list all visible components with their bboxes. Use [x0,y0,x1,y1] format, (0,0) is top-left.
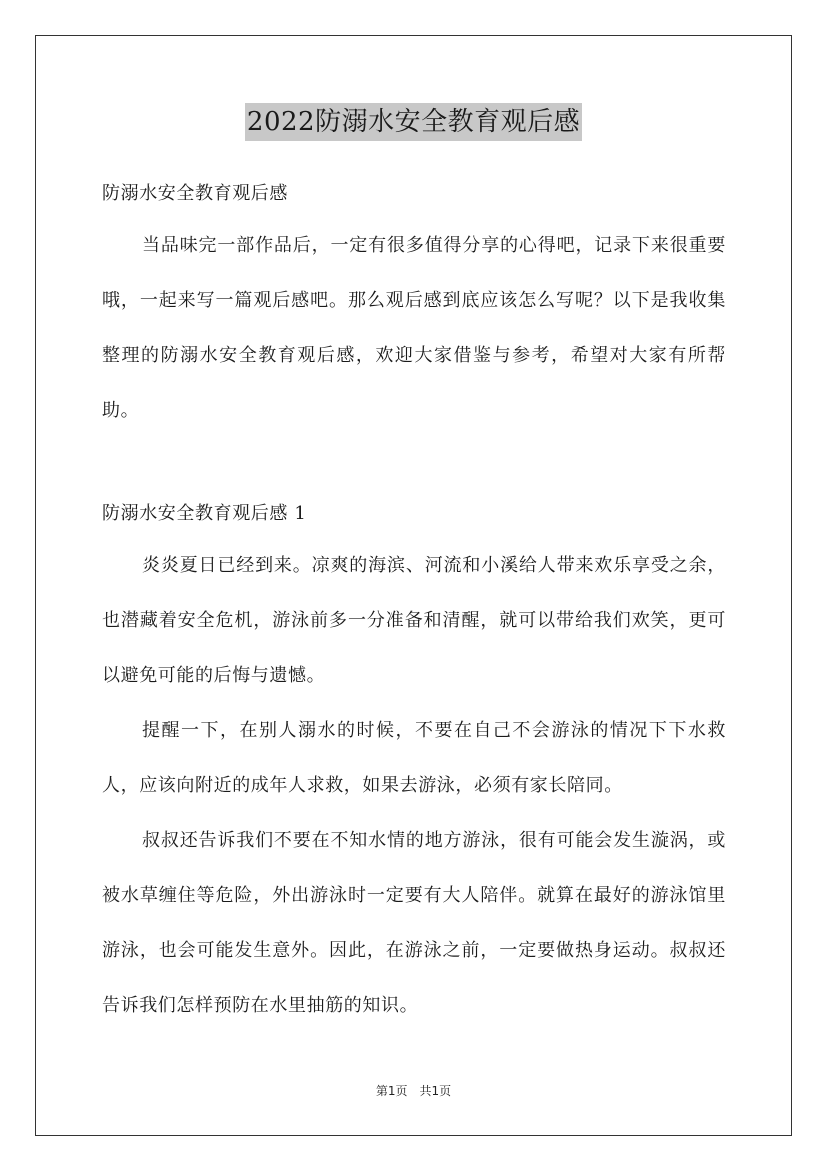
section-paragraph-2: 提醒一下，在别人溺水的时候，不要在自己不会游泳的情况下下水救人，应该向附近的成年人求救，如果去游泳，必须有家长陪同。 [102,720,726,796]
document-title: 2022防溺水安全教育观后感 [245,103,582,141]
intro-paragraph: 当品味完一部作品后，一定有很多值得分享的心得吧，记录下来很重要哦，一起来写一篇观后感吧。那么观后感到底应该怎么写呢？以下是我收集整理的防溺水安全教育观后感，欢迎大家借鉴与参考，希望对大家有所帮助。 [102,235,726,421]
section-paragraph-3: 叔叔还告诉我们不要在不知水情的地方游泳，很有可能会发生漩涡，或被水草缠住等危险，外出游泳时一定要有大人陪伴。就算在最好的游泳馆里游泳，也会可能发生意外。因此，在游泳之前，一定要做热身运动。叔叔还告诉我们怎样预防在水里抽筋的知识。 [102,830,726,1016]
section-heading: 防溺水安全教育观后感 1 [102,503,307,524]
page-footer [0,1082,827,1099]
document-subtitle: 防溺水安全教育观后感 [102,183,288,204]
section-paragraph-1: 炎炎夏日已经到来。凉爽的海滨、河流和小溪给人带来欢乐享受之余，也潜藏着安全危机，游泳前多一分准备和清醒，就可以带给我们欢笑，更可以避免可能的后悔与遗憾。 [102,555,726,686]
page-indicator: 第1页 共1页 [375,1084,452,1098]
document-body [102,172,726,1033]
document-title-wrapper [0,103,827,141]
